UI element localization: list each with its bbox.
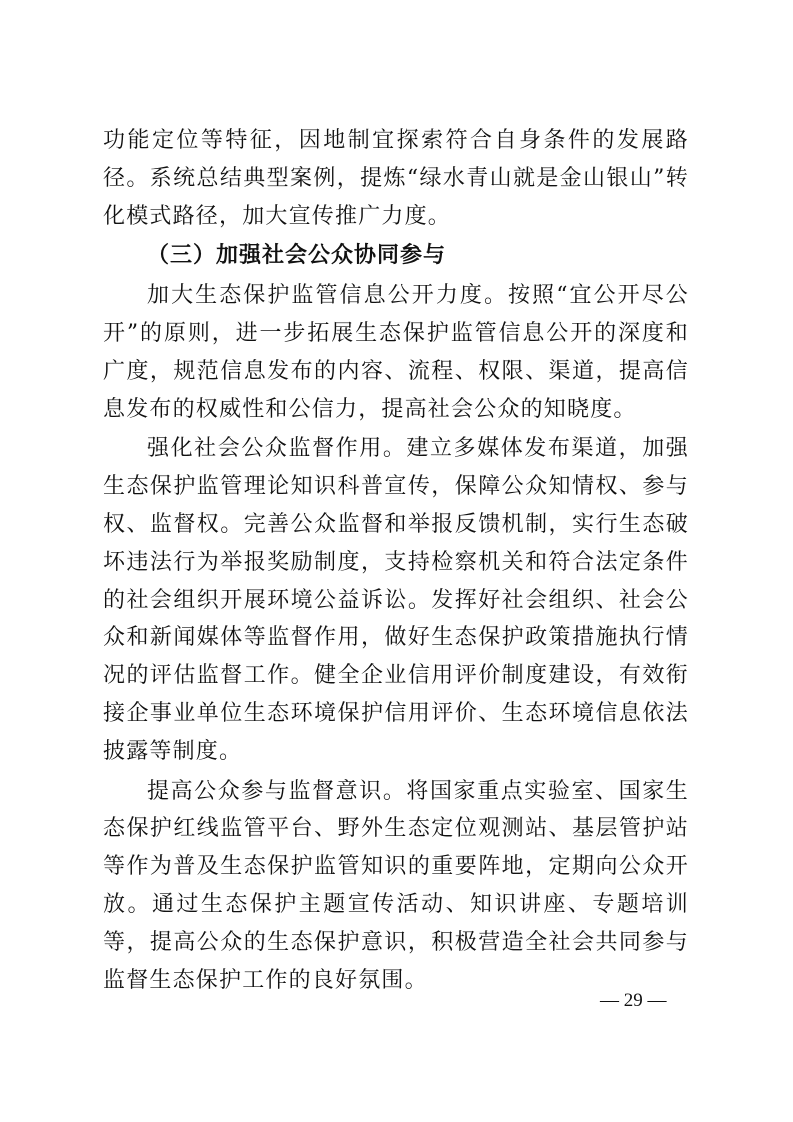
paragraph-public-awareness: 提高公众参与监督意识。将国家重点实验室、国家生态保护红线监管平台、野外生态定位观测站、基层管护站等作为普及生态保护监管知识的重要阵地，定期向公众开放。通过生态保护主题宣传活动、知识讲座、专题培训等，提高公众的生态保护意识，积极营造全社会共同参与监督生态保护工作的良好氛围。 [103,778,689,993]
paragraph-public-supervision: 强化社会公众监督作用。建立多媒体发布渠道，加强生态保护监管理论知识科普宣传，保障公众知情权、参与权、监督权。完善公众监督和举报反馈机制，实行生态破坏违法行为举报奖励制度，支持检察机关和符合法定条件的社会组织开展环境公益诉讼。发挥好社会组织、社会公众和新闻媒体等监督作用，做好生态保护政策措施执行情况的评估监督工作。健全企业信用评价制度建设，有效衔接企事业单位生态环境保护信用评价、生态环境信息依法披露等制度。 [103,436,689,764]
document-body [103,122,689,1001]
paragraph-continuation: 功能定位等特征，因地制宜探索符合自身条件的发展路径。系统总结典型案例，提炼“绿水青山就是金山银山”转化模式路径，加大宣传推广力度。 [103,128,689,229]
paragraph-info-disclosure: 加大生态保护监管信息公开力度。按照“宜公开尽公开”的原则，进一步拓展生态保护监管信息公开的深度和广度，规范信息发布的内容、流程、权限、渠道，提高信息发布的权威性和公信力，提高社会公众的知晓度。 [103,283,689,422]
page-number: — 29 — [600,990,667,1011]
section-heading: （三）加强社会公众协同参与 [147,243,447,269]
